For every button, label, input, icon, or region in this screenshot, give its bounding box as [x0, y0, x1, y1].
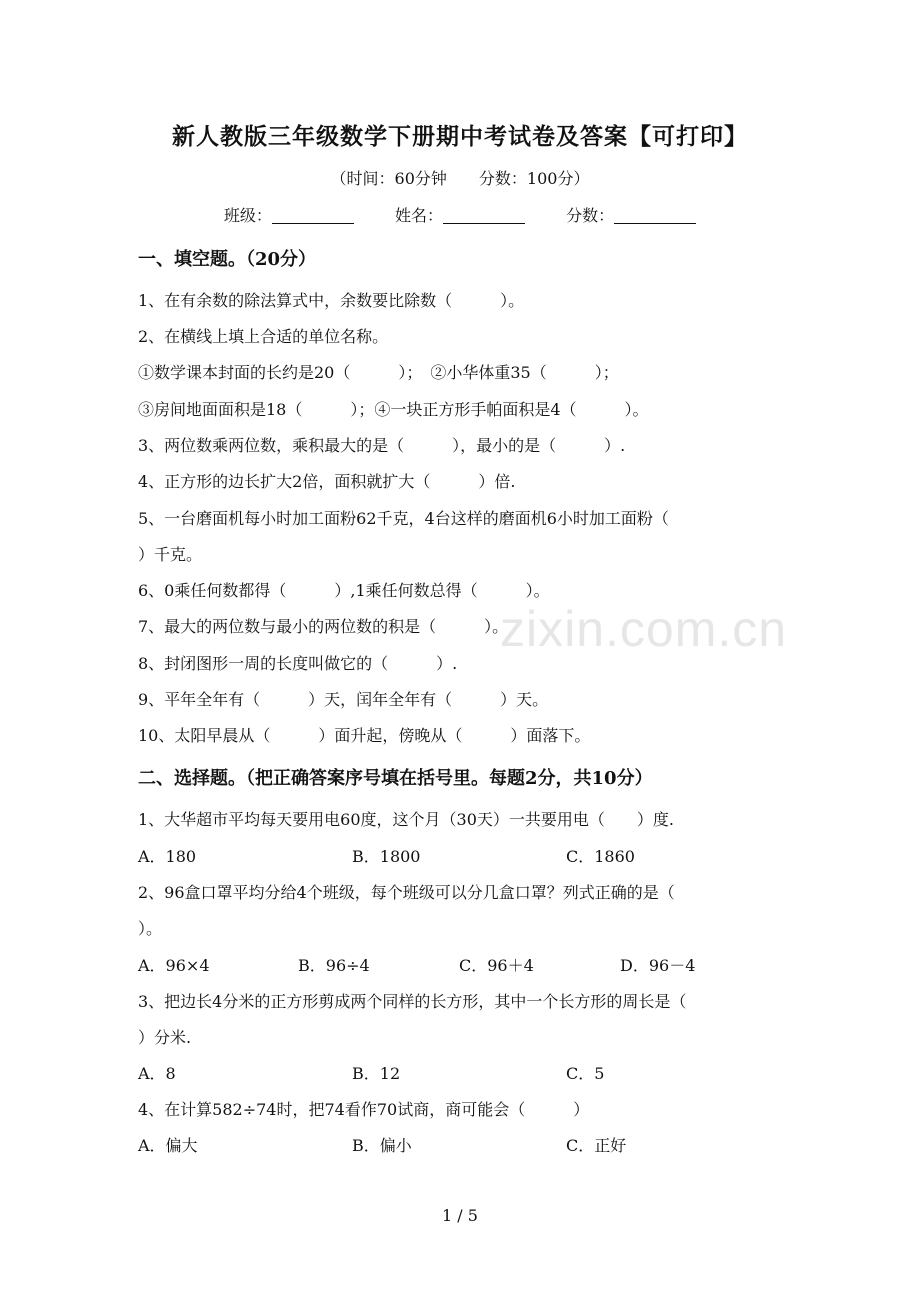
- question-line: 2、在横线上填上合适的单位名称。: [138, 327, 389, 346]
- choice-option: A．180: [138, 847, 197, 866]
- choice-option: B．1800: [352, 847, 421, 866]
- question-line: 2、96盒口罩平均分给4个班级，每个班级可以分几盒口罩？列式正确的是（: [138, 883, 675, 902]
- question-line: ）分米.: [138, 1028, 192, 1047]
- question-line: ）。: [138, 919, 163, 938]
- choice-option: B．96÷4: [298, 956, 370, 975]
- choice-option: A．8: [138, 1064, 176, 1083]
- class-blank: [272, 207, 354, 224]
- question-line: ③房间地面面积是18（ ）；④一块正方形手帕面积是4（ ）。: [138, 400, 649, 419]
- choice-option: C．96＋4: [459, 956, 534, 975]
- question-line: 1、大华超市平均每天要用电60度，这个月（30天）一共要用电（ ）度.: [138, 810, 674, 829]
- question-line: 3、把边长4分米的正方形剪成两个同样的长方形，其中一个长方形的周长是（: [138, 992, 687, 1011]
- choice-option: A．96×4: [138, 956, 210, 975]
- watermark: zixin.com.cn: [500, 601, 788, 657]
- question-line: 8、封闭图形一周的长度叫做它的（ ）.: [138, 654, 458, 673]
- student-info-row: [0, 203, 920, 226]
- question-line: 5、一台磨面机每小时加工面粉62千克，4台这样的磨面机6小时加工面粉（: [138, 509, 669, 528]
- question-line: 6、0乘任何数都得（ ）,1乘任何数总得（ ）。: [138, 581, 550, 600]
- section-heading-fill-blank: 一、填空题。（20分）: [138, 249, 317, 270]
- question-line: 1、在有余数的除法算式中，余数要比除数（ ）。: [138, 291, 525, 310]
- question-line: ）千克。: [138, 545, 203, 564]
- choice-option: D．96－4: [620, 956, 696, 975]
- choice-option: C．1860: [566, 847, 635, 866]
- question-line: 10、太阳早晨从（ ）面升起，傍晚从（ ）面落下。: [138, 726, 591, 745]
- section-heading-multiple-choice: 二、选择题。（把正确答案序号填在括号里。每题2分，共10分）: [138, 768, 653, 789]
- question-line: 7、最大的两位数与最小的两位数的积是（ ）。: [138, 617, 509, 636]
- choice-option: C．5: [566, 1064, 605, 1083]
- page-title: 新人教版三年级数学下册期中考试卷及答案【可打印】: [172, 123, 748, 150]
- choice-option: A．偏大: [138, 1136, 198, 1155]
- question-line: 4、在计算582÷74时，把74看作70试商，商可能会（ ）: [138, 1100, 590, 1119]
- page-number: 1 / 5: [442, 1206, 478, 1225]
- question-line: ①数学课本封面的长约是20（ ）； ②小华体重35（ ）；: [138, 363, 619, 382]
- score-label: 分数：: [566, 206, 615, 225]
- score-blank: [614, 207, 696, 224]
- name-label: 姓名：: [394, 206, 443, 225]
- question-line: 9、平年全年有（ ）天，闰年全年有（ ）天。: [138, 690, 549, 709]
- name-blank: [443, 207, 525, 224]
- class-label: 班级：: [223, 206, 272, 225]
- exam-time-score: （时间：60分钟 分数：100分）: [330, 169, 590, 188]
- choice-option: C．正好: [566, 1136, 627, 1155]
- choice-option: B．12: [352, 1064, 401, 1083]
- question-line: 3、两位数乘两位数，乘积最大的是（ ），最小的是（ ）.: [138, 436, 626, 455]
- choice-option: B．偏小: [352, 1136, 412, 1155]
- question-line: 4、正方形的边长扩大2倍，面积就扩大（ ）倍.: [138, 472, 516, 491]
